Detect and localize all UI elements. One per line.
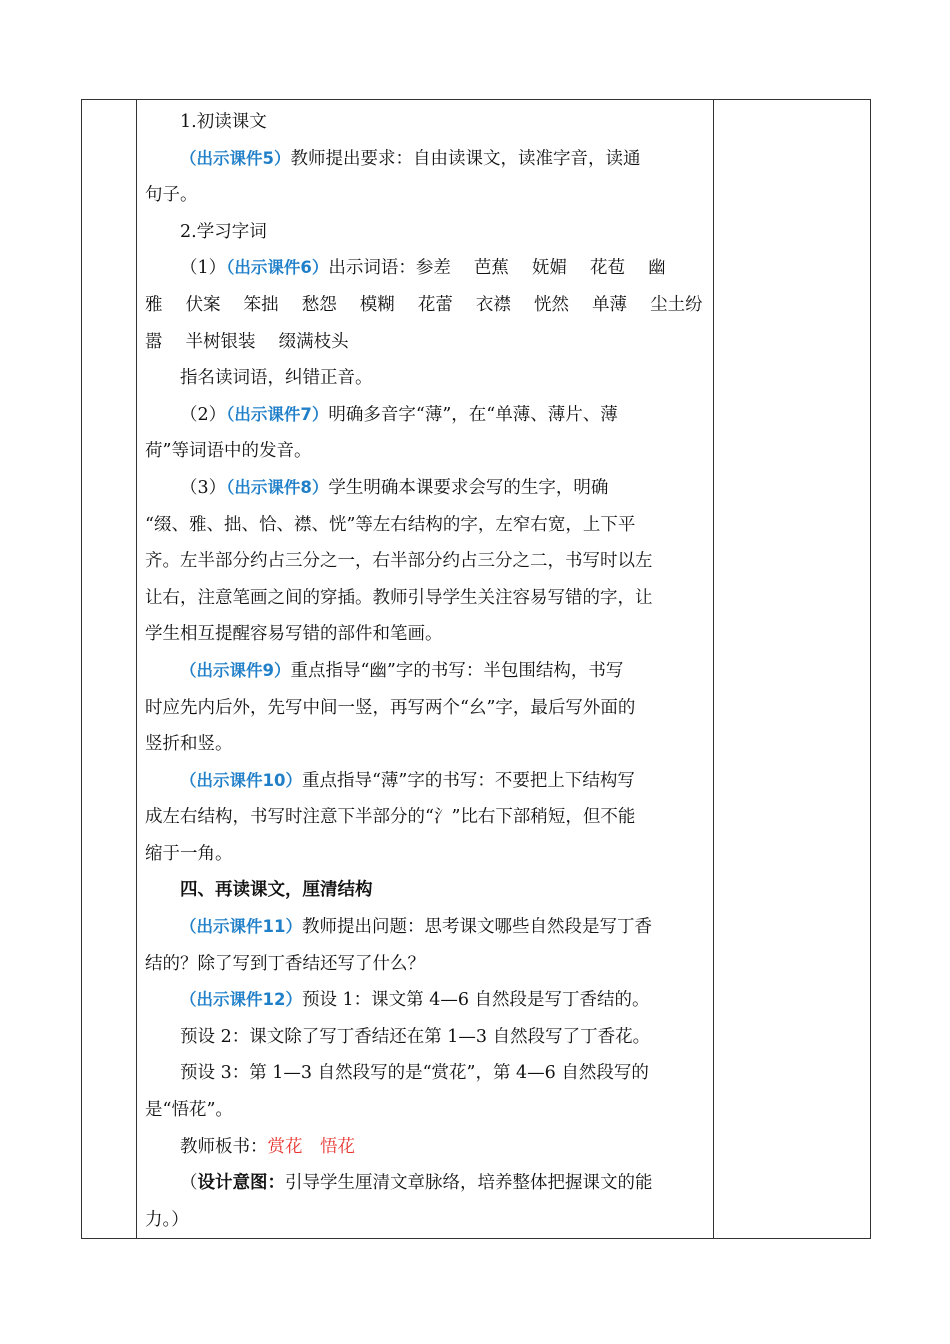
- board-writing-label: 教师板书：: [180, 1136, 268, 1157]
- courseware-reference: （出示课件8）: [226, 477, 329, 497]
- courseware-reference: （出示课件5）: [180, 148, 291, 168]
- left-column-cell: [82, 100, 137, 1239]
- paragraph-text: 出示词语：参差 芭蕉 妩媚 花苞 幽: [328, 258, 666, 279]
- section-heading-first-reading: 1.初读课文: [180, 112, 267, 132]
- lesson-content: [137, 100, 713, 1238]
- main-content-cell: [137, 100, 714, 1239]
- paragraph-continuation: 齐。左半部分约占三分之一，右半部分约占三分之二，书写时以左: [145, 551, 653, 572]
- paragraph: [145, 982, 703, 1019]
- courseware-reference: （出示课件7）: [226, 404, 329, 424]
- paragraph-text: 教师提出问题：思考课文哪些自然段是写丁香: [301, 917, 652, 938]
- paragraph: 预设 2：课文除了写丁香结还在第 1—3 自然段写了丁香花。: [180, 1026, 651, 1047]
- word-list-line: 嚣 半树银装 缀满枝头: [145, 331, 349, 352]
- paragraph: [145, 653, 703, 690]
- paragraph-continuation: 结的？除了写到丁香结还写了什么？: [145, 953, 425, 974]
- paragraph-text: 重点指导“幽”字的书写：半包围结构，书写: [290, 660, 624, 681]
- item-number: （3）: [180, 477, 227, 498]
- paragraph-continuation: 句子。: [145, 185, 198, 206]
- paragraph-continuation: 是“悟花”。: [145, 1100, 233, 1121]
- item-number: （1）: [180, 258, 227, 279]
- paragraph-text: 预设 1：课文第 4—6 自然段是写丁香结的。: [301, 990, 650, 1011]
- design-intent-label: 设计意图：: [197, 1173, 285, 1194]
- design-intent: [145, 1165, 703, 1202]
- section-heading-structure: 四、再读课文，厘清结构: [180, 880, 373, 901]
- paragraph-continuation: 成左右结构，书写时注意下半部分的“氵”比右下部稍短，但不能: [145, 807, 636, 828]
- section-heading-vocabulary: 2.学习字词: [180, 221, 267, 242]
- design-intent-open: （: [180, 1173, 198, 1194]
- board-writing-value: 赏花 悟花: [267, 1136, 355, 1157]
- paragraph: [145, 763, 703, 800]
- paragraph-continuation: 力。）: [145, 1209, 189, 1230]
- paragraph: [145, 909, 703, 946]
- design-intent-text: 引导学生厘清文章脉络，培养整体把握课文的能: [285, 1173, 653, 1194]
- paragraph-text: 学生明确本课要求会写的生字，明确: [328, 477, 609, 498]
- paragraph-continuation: “缀、雅、拙、恰、襟、恍”等左右结构的字，左窄右宽，上下平: [145, 514, 636, 535]
- paragraph-text: 重点指导“薄”字的书写：不要把上下结构写: [301, 770, 635, 791]
- paragraph-text: 明确多音字“薄”，在“单薄、薄片、薄: [328, 404, 618, 425]
- paragraph: 预设 3：第 1—3 自然段写的是“赏花”，第 4—6 自然段写的: [180, 1063, 649, 1084]
- courseware-reference: （出示课件11）: [180, 917, 302, 937]
- paragraph: [145, 141, 703, 178]
- courseware-reference: （出示课件9）: [180, 660, 291, 680]
- lesson-table: [81, 99, 871, 1239]
- paragraph: [145, 250, 703, 287]
- paragraph-continuation: 竖折和竖。: [145, 734, 233, 755]
- word-list-line: 雅 伏案 笨拙 愁怨 模糊 花蕾 衣襟 恍然 单薄 尘土纷: [145, 294, 703, 315]
- board-writing: [145, 1129, 703, 1166]
- table-row: [82, 100, 871, 1239]
- item-number: （2）: [180, 404, 227, 425]
- courseware-reference: （出示课件10）: [180, 770, 302, 790]
- right-column-cell: [714, 100, 871, 1239]
- paragraph-continuation: 时应先内后外，先写中间一竖，再写两个“幺”字，最后写外面的: [145, 697, 636, 718]
- paragraph-text: 教师提出要求：自由读课文，读准字音，读通: [290, 148, 641, 169]
- paragraph: [145, 397, 703, 434]
- paragraph: 指名读词语，纠错正音。: [180, 368, 373, 389]
- paragraph: [145, 470, 703, 507]
- paragraph-continuation: 学生相互提醒容易写错的部件和笔画。: [145, 624, 443, 645]
- courseware-reference: （出示课件6）: [226, 258, 329, 278]
- courseware-reference: （出示课件12）: [180, 990, 302, 1010]
- paragraph-continuation: 缩于一角。: [145, 843, 233, 864]
- paragraph-continuation: 荷”等词语中的发音。: [145, 441, 312, 462]
- paragraph-continuation: 让右，注意笔画之间的穿插。教师引导学生关注容易写错的字，让: [145, 587, 653, 608]
